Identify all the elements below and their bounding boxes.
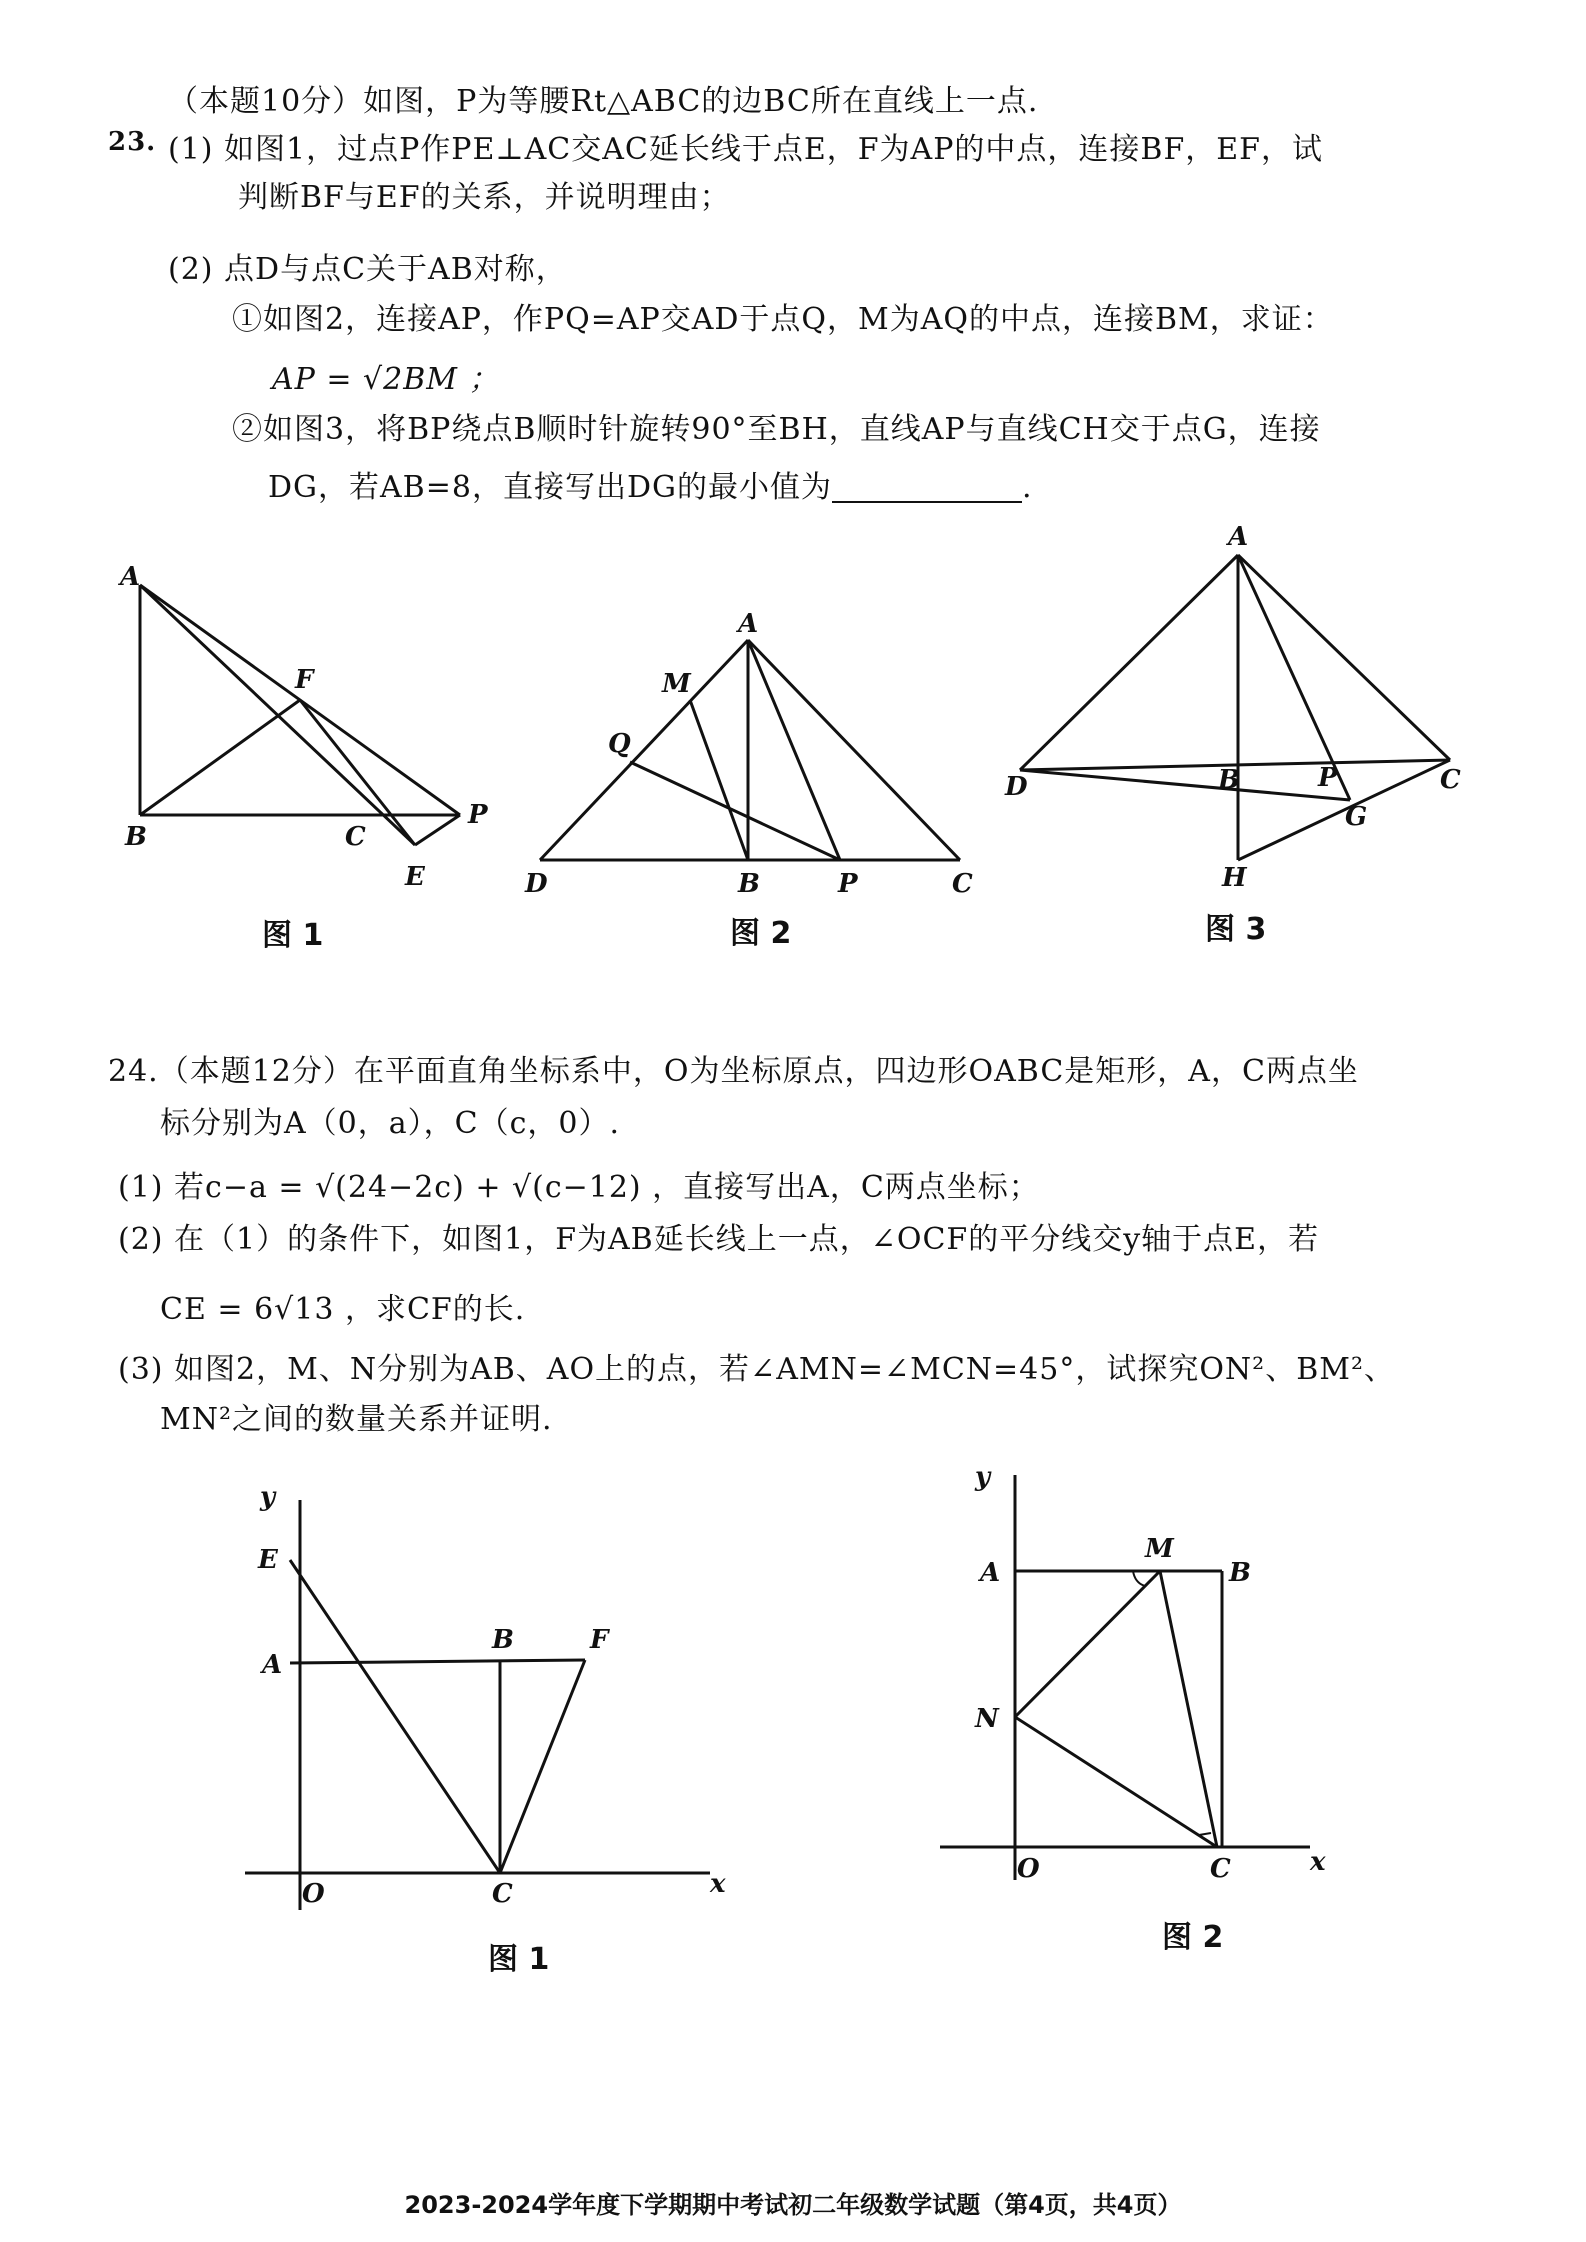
q23-line7: ②如图3，将BP绕点B顺时针旋转90°至BH，直线AP与直线CH交于点G，连接 — [232, 412, 1321, 447]
q24-line3: (1) 若c−a = √(24−2c) + √(c−12) ，直接写出A，C两点坐标； — [118, 1170, 1040, 1205]
label-G: G — [1345, 802, 1368, 832]
seg-CF — [500, 1660, 585, 1873]
figure-q24-2 — [935, 1462, 1355, 1885]
label-A: A — [262, 1650, 283, 1680]
label-F: F — [590, 1625, 609, 1655]
label-B: B — [125, 822, 147, 852]
fig2-caption: 图 2 — [730, 916, 792, 951]
label-M: M — [1145, 1534, 1174, 1564]
figure-2 — [520, 610, 990, 900]
seg-BF — [140, 700, 300, 815]
seg-MN — [1015, 1571, 1160, 1717]
seg-DA — [540, 640, 748, 860]
angle-mark-mcn — [1199, 1833, 1211, 1835]
label-x: x — [1310, 1847, 1326, 1877]
seg-AF — [290, 1660, 585, 1663]
figure-1 — [110, 555, 530, 895]
fig4-caption: 图 1 — [488, 1942, 550, 1977]
q23-line6: AP = √2BM ； — [272, 362, 500, 397]
figure-q24-1 — [240, 1480, 740, 1920]
q23-line5: ①如图2，连接AP，作PQ=AP交AD于点Q，M为AQ的中点，连接BM，求证： — [232, 302, 1334, 337]
page-footer: 2023-2024学年度下学期期中考试初二年级数学试题（第4页，共4页） — [404, 2191, 1182, 2219]
seg-MB — [690, 700, 748, 860]
seg-DG — [1020, 770, 1350, 800]
label-B: B — [492, 1625, 514, 1655]
label-D: D — [525, 869, 548, 899]
q24-line4: (2) 在（1）的条件下，如图1，F为AB延长线上一点，∠OCF的平分线交y轴于点E，若 — [118, 1222, 1320, 1257]
q24-line2: 标分别为A（0，a），C（c，0）. — [160, 1106, 621, 1141]
label-C: C — [345, 822, 366, 852]
q23-line1: （本题10分）如图，P为等腰Rt△ABC的边BC所在直线上一点. — [168, 84, 1039, 119]
label-O: O — [1017, 1854, 1040, 1884]
label-Q: Q — [608, 729, 631, 759]
label-A: A — [1228, 522, 1249, 552]
fig1-caption: 图 1 — [262, 918, 324, 953]
label-x: x — [710, 1869, 726, 1899]
seg-MC — [1160, 1571, 1217, 1847]
seg-HC — [1238, 760, 1450, 860]
q24-line5: CE = 6√13 ，求CF的长. — [160, 1292, 526, 1327]
seg-NC — [1015, 1717, 1217, 1847]
q23-line2: (1) 如图1，过点P作PE⊥AC交AC延长线于点E，F为AP的中点，连接BF，EF，试 — [168, 132, 1323, 167]
label-H: H — [1222, 863, 1247, 893]
q23-number: 23. — [108, 127, 157, 157]
label-P: P — [468, 800, 488, 830]
label-P: P — [838, 869, 858, 899]
q23-line8-text: DG，若AB=8，直接写出DG的最小值为 — [268, 470, 832, 505]
label-A: A — [120, 562, 141, 592]
label-B: B — [738, 869, 760, 899]
seg-QP — [630, 762, 840, 860]
label-A: A — [738, 609, 759, 639]
label-P: P — [1318, 763, 1338, 793]
label-C: C — [1210, 1854, 1231, 1884]
label-E: E — [258, 1545, 278, 1575]
seg-AC — [748, 640, 960, 860]
fig5-caption: 图 2 — [1162, 1920, 1224, 1955]
label-C: C — [952, 869, 973, 899]
label-B: B — [1218, 765, 1240, 795]
label-E: E — [405, 862, 425, 892]
fig3-caption: 图 3 — [1205, 912, 1267, 947]
seg-DA — [1020, 555, 1238, 770]
label-C: C — [492, 1879, 513, 1909]
q23-line4: (2) 点D与点C关于AB对称， — [168, 252, 567, 287]
q23-line3: 判断BF与EF的关系，并说明理由； — [238, 180, 731, 215]
label-F: F — [295, 665, 314, 695]
label-B: B — [1229, 1558, 1251, 1588]
label-N: N — [975, 1704, 999, 1734]
label-A: A — [980, 1558, 1001, 1588]
q24-line7: MN²之间的数量关系并证明. — [160, 1402, 553, 1437]
q23-line8-end: . — [1021, 470, 1033, 505]
label-y: y — [260, 1482, 276, 1512]
label-D: D — [1005, 772, 1028, 802]
label-y: y — [975, 1462, 991, 1492]
seg-AP — [748, 640, 840, 860]
figure-3 — [1000, 520, 1480, 893]
q24-line6: (3) 如图2，M、N分别为AB、AO上的点，若∠AMN=∠MCN=45°，试探究ON²、BM²、 — [118, 1352, 1395, 1387]
q23-line8 — [268, 468, 1033, 508]
label-C: C — [1440, 765, 1461, 795]
answer-blank — [832, 475, 1022, 503]
label-O: O — [302, 1879, 325, 1909]
seg-EC — [290, 1560, 500, 1873]
seg-PE — [415, 815, 460, 845]
seg-AC — [1238, 555, 1450, 760]
label-M: M — [662, 669, 691, 699]
angle-mark-amn — [1133, 1571, 1145, 1586]
q24-line1: 24.（本题12分）在平面直角坐标系中，O为坐标原点，四边形OABC是矩形，A，C两点坐 — [108, 1054, 1359, 1089]
